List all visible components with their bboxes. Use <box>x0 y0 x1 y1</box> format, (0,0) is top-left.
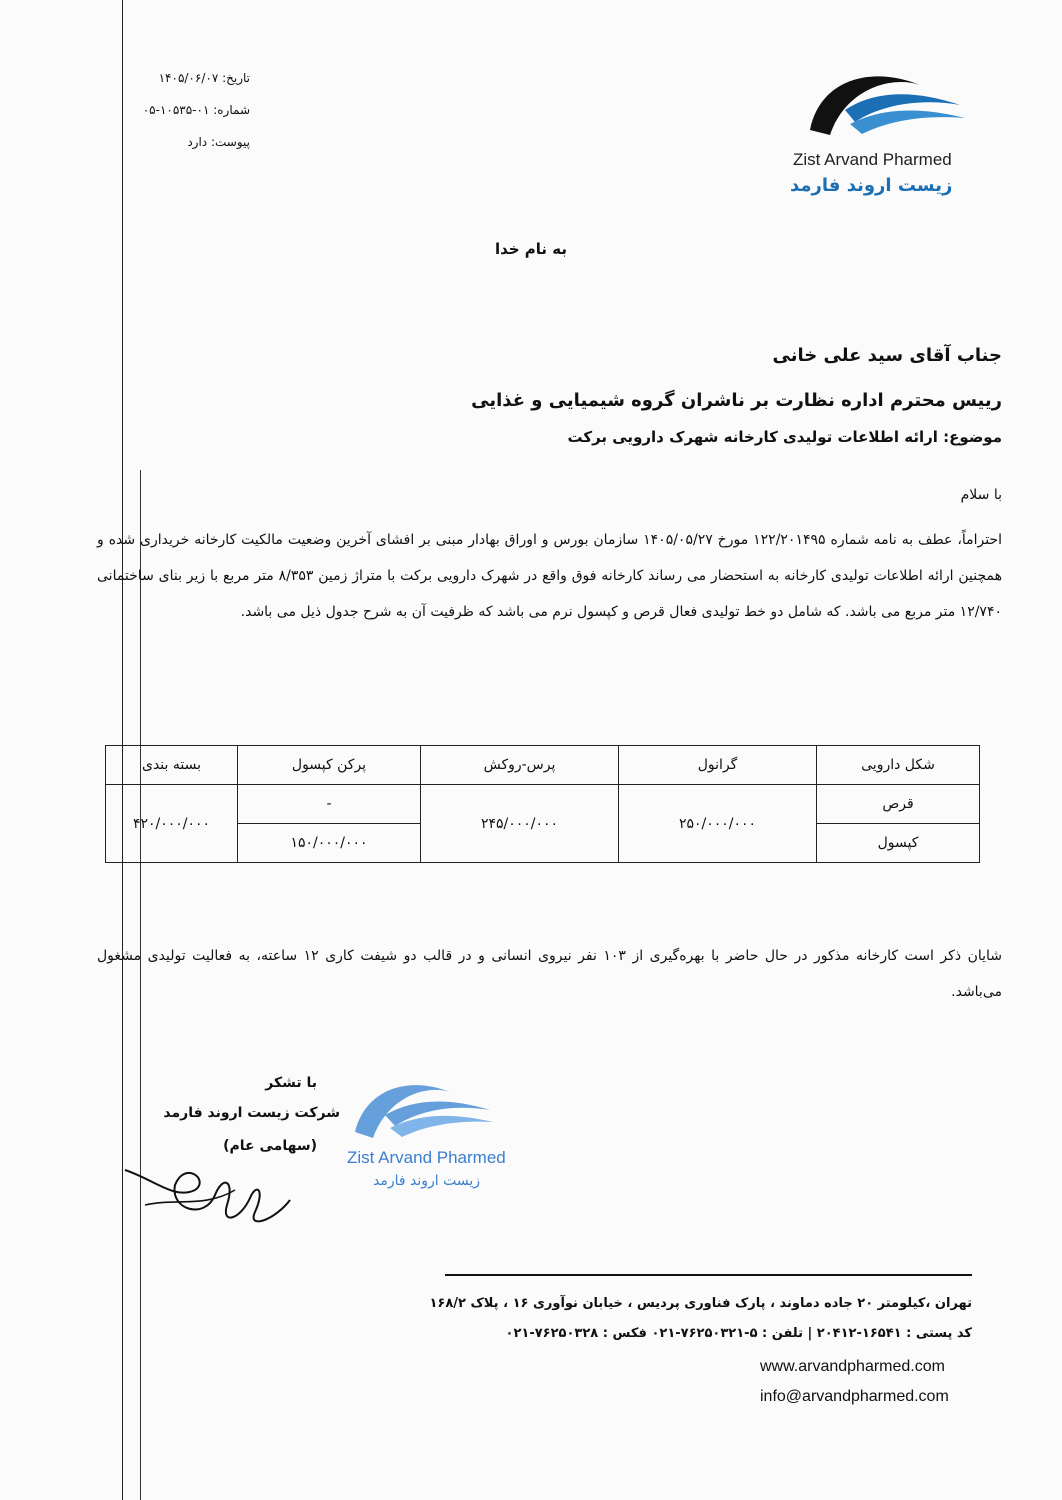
footer-contacts: کد پستی : ۱۶۵۴۱-۲۰۴۱۲ | تلفن : ۵-۷۶۲۵۰۳۲۱-۰۲۱ فکس : ۷۶۲۵۰۳۲۸-۰۲۱ <box>505 1326 972 1341</box>
header-press-coating: پرس-روکش <box>421 746 619 785</box>
footer-divider <box>445 1274 972 1276</box>
capsule-fill-tablet-value: - <box>238 785 421 824</box>
header-granule: گرانول <box>619 746 817 785</box>
closing-paragraph: شایان ذکر است کارخانه مذکور در حال حاضر با بهره‌گیری از ۱۰۳ نفر نیروی انسانی و در قالب دو شیفت کاری ۱۲ ساعته، به فعالیت تولیدی مشغول می‌باشد. <box>97 948 1003 1000</box>
header-capsule-filling: پرکن کپسول <box>238 746 421 785</box>
letter-date: تاریخ: ۱۴۰۵/۰۶/۰۷ <box>158 71 250 85</box>
footer-email[interactable]: info@arvandpharmed.com <box>760 1388 949 1405</box>
row-label-tablet: قرص <box>817 785 980 824</box>
letter-attachment: پیوست: دارد <box>187 135 250 149</box>
signature-thanks: با تشکر <box>265 1075 317 1091</box>
stamp-name-en: Zist Arvand Pharmed <box>347 1148 506 1167</box>
row-label-capsule: کپسول <box>817 824 980 863</box>
company-logo <box>790 60 990 200</box>
logo-name-en: Zist Arvand Pharmed <box>793 150 952 169</box>
stamp-name-fa: زیست اروند فارمد <box>373 1173 481 1189</box>
capsule-fill-capsule-value: ۱۵۰/۰۰۰/۰۰۰ <box>238 824 421 863</box>
stamp-wave-icon <box>345 1070 495 1150</box>
wave-logo-icon <box>800 60 970 148</box>
footer-address: تهران ،کیلومتر ۲۰ جاده دماوند ، پارک فناوری پردیس ، خیابان نوآوری ۱۶ ، پلاک ۱۶۸/۲ <box>429 1296 972 1311</box>
packaging-value: ۴۲۰/۰۰۰/۰۰۰ <box>106 785 238 863</box>
addressee-title: رییس محترم اداره نظارت بر ناشران گروه شیمیایی و غذایی <box>471 390 1002 411</box>
table-row <box>106 785 980 824</box>
header-dosage-form: شکل دارویی <box>817 746 980 785</box>
logo-name-fa: زیست اروند فارمد <box>790 175 953 196</box>
addressee-name: جناب آقای سید علی خانی <box>772 345 1002 366</box>
signature-company: شرکت زیست اروند فارمد <box>163 1105 340 1121</box>
bismillah: به نام خدا <box>494 240 568 258</box>
handwritten-signature <box>115 1150 305 1240</box>
greeting: با سلام <box>960 487 1002 503</box>
granule-value: ۲۵۰/۰۰۰/۰۰۰ <box>619 785 817 863</box>
letter-meta <box>110 62 250 158</box>
signature-company-type: (سهامی عام) <box>223 1138 317 1154</box>
letter-number: شماره: ۰۱-۱۰۵۳۵-۰۵ <box>142 103 250 117</box>
table-header-row <box>106 746 980 785</box>
press-coating-value: ۲۴۵/۰۰۰/۰۰۰ <box>421 785 619 863</box>
company-stamp <box>345 1070 545 1200</box>
letter-subject: موضوع: ارائه اطلاعات تولیدی کارخانه شهرک دارویی برکت <box>567 428 1002 446</box>
footer-website[interactable]: www.arvandpharmed.com <box>760 1358 945 1375</box>
production-capacity-table <box>105 745 980 863</box>
body-paragraph: احتراماً، عطف به نامه شماره ۱۲۲/۲۰۱۴۹۵ مورخ ۱۴۰۵/۰۵/۲۷ سازمان بورس و اوراق بهادار مبنی بر افشای آخرین وضعیت مالکیت کارخانه خریداری شده و همچنین ارائه اطلاعات تولیدی کارخانه به استحضار می رساند کارخانه فوق واقع در شهرک دارویی برکت با متراژ زمین ۸/۳۵۳ متر مربع با زیر بنای ساختمانی ۱۲/۷۴۰ متر مربع می باشد. که شامل دو خط تولیدی فعال قرص و کپسول نرم می باشد که ظرفیت آن به شرح جدول ذیل می باشد. <box>97 532 1002 620</box>
header-packaging: بسته بندی <box>106 746 238 785</box>
